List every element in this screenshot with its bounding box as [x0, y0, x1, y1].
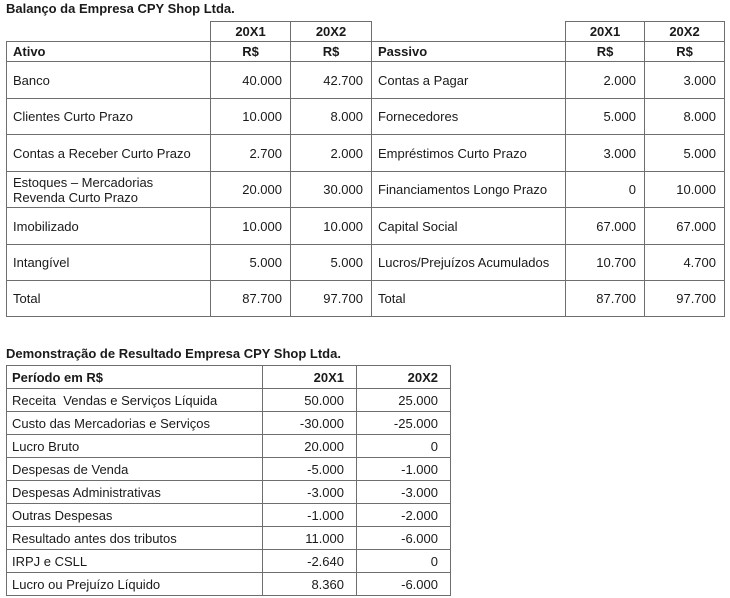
- income-row: [7, 573, 451, 596]
- liability-value-y1: 5.000: [566, 99, 645, 135]
- liability-label: Lucros/Prejuízos Acumulados: [372, 245, 566, 281]
- liability-value-y2: 8.000: [645, 99, 725, 135]
- income-row: [7, 550, 451, 573]
- year-1-header: 20X1: [263, 366, 357, 389]
- income-row: [7, 481, 451, 504]
- assets-year-2-header: 20X2: [291, 22, 372, 42]
- asset-value-y1: 5.000: [211, 245, 291, 281]
- period-header: Período em R$: [7, 366, 263, 389]
- income-row: [7, 412, 451, 435]
- balance-row: [7, 135, 725, 172]
- currency-header: R$: [291, 42, 372, 62]
- asset-value-y1: 10.000: [211, 208, 291, 245]
- liability-value-y1: 2.000: [566, 62, 645, 99]
- income-value-y2: -6.000: [357, 527, 451, 550]
- income-row: [7, 435, 451, 458]
- liability-label: Contas a Pagar: [372, 62, 566, 99]
- liability-total-label: Total: [372, 281, 566, 317]
- income-label: Despesas de Venda: [7, 458, 263, 481]
- liability-label: Empréstimos Curto Prazo: [372, 135, 566, 172]
- currency-header: R$: [566, 42, 645, 62]
- section-header-row: [7, 42, 725, 62]
- liability-value-y1: 3.000: [566, 135, 645, 172]
- income-value-y1: -30.000: [263, 412, 357, 435]
- income-statement-title: Demonstração de Resultado Empresa CPY Shop Ltda.: [6, 346, 341, 361]
- balance-sheet-table: [6, 21, 725, 317]
- asset-label: Imobilizado: [7, 208, 211, 245]
- asset-value-y2: 30.000: [291, 172, 372, 208]
- currency-header: R$: [211, 42, 291, 62]
- liability-total-y2: 97.700: [645, 281, 725, 317]
- income-value-y1: 11.000: [263, 527, 357, 550]
- asset-label: Banco: [7, 62, 211, 99]
- blank-header-cell: [372, 22, 566, 42]
- asset-total-label: Total: [7, 281, 211, 317]
- blank-header-cell: [7, 22, 211, 42]
- asset-label: Clientes Curto Prazo: [7, 99, 211, 135]
- liability-label: Capital Social: [372, 208, 566, 245]
- balance-sheet-title: Balanço da Empresa CPY Shop Ltda.: [6, 1, 235, 16]
- income-value-y2: 0: [357, 550, 451, 573]
- income-value-y1: 50.000: [263, 389, 357, 412]
- liability-value-y2: 67.000: [645, 208, 725, 245]
- year-header-row: [7, 22, 725, 42]
- income-label: Outras Despesas: [7, 504, 263, 527]
- income-header-row: [7, 366, 451, 389]
- assets-header: Ativo: [7, 42, 211, 62]
- liability-label: Fornecedores: [372, 99, 566, 135]
- income-row: [7, 389, 451, 412]
- asset-value-y1: 40.000: [211, 62, 291, 99]
- asset-label: Estoques – Mercadorias Revenda Curto Prazo: [7, 172, 211, 208]
- income-value-y1: -5.000: [263, 458, 357, 481]
- asset-value-y1: 20.000: [211, 172, 291, 208]
- income-label: Receita Vendas e Serviços Líquida: [7, 389, 263, 412]
- income-value-y2: -1.000: [357, 458, 451, 481]
- asset-value-y1: 10.000: [211, 99, 291, 135]
- asset-value-y2: 42.700: [291, 62, 372, 99]
- asset-label: Intangível: [7, 245, 211, 281]
- total-row: [7, 281, 725, 317]
- income-value-y1: 20.000: [263, 435, 357, 458]
- liability-value-y2: 10.000: [645, 172, 725, 208]
- income-label: Custo das Mercadorias e Serviços: [7, 412, 263, 435]
- income-value-y1: -1.000: [263, 504, 357, 527]
- asset-value-y2: 5.000: [291, 245, 372, 281]
- balance-row: [7, 62, 725, 99]
- liability-label: Financiamentos Longo Prazo: [372, 172, 566, 208]
- income-label: Lucro ou Prejuízo Líquido: [7, 573, 263, 596]
- income-row: [7, 504, 451, 527]
- liabilities-header: Passivo: [372, 42, 566, 62]
- balance-row: [7, 99, 725, 135]
- asset-label: Contas a Receber Curto Prazo: [7, 135, 211, 172]
- income-value-y2: 0: [357, 435, 451, 458]
- income-statement-table: [6, 365, 451, 596]
- income-value-y2: -3.000: [357, 481, 451, 504]
- currency-header: R$: [645, 42, 725, 62]
- balance-row: [7, 172, 725, 208]
- income-value-y2: -25.000: [357, 412, 451, 435]
- income-label: Resultado antes dos tributos: [7, 527, 263, 550]
- asset-value-y1: 2.700: [211, 135, 291, 172]
- income-value-y1: -3.000: [263, 481, 357, 504]
- income-label: IRPJ e CSLL: [7, 550, 263, 573]
- income-label: Lucro Bruto: [7, 435, 263, 458]
- income-row: [7, 527, 451, 550]
- liability-value-y2: 3.000: [645, 62, 725, 99]
- balance-row: [7, 245, 725, 281]
- liability-value-y1: 0: [566, 172, 645, 208]
- year-2-header: 20X2: [357, 366, 451, 389]
- income-value-y1: 8.360: [263, 573, 357, 596]
- income-value-y2: -2.000: [357, 504, 451, 527]
- income-value-y2: -6.000: [357, 573, 451, 596]
- balance-row: [7, 208, 725, 245]
- liability-value-y1: 67.000: [566, 208, 645, 245]
- asset-value-y2: 10.000: [291, 208, 372, 245]
- liability-value-y2: 4.700: [645, 245, 725, 281]
- assets-year-1-header: 20X1: [211, 22, 291, 42]
- liability-value-y2: 5.000: [645, 135, 725, 172]
- liabilities-year-1-header: 20X1: [566, 22, 645, 42]
- income-value-y2: 25.000: [357, 389, 451, 412]
- income-label: Despesas Administrativas: [7, 481, 263, 504]
- asset-total-y1: 87.700: [211, 281, 291, 317]
- liability-value-y1: 10.700: [566, 245, 645, 281]
- income-row: [7, 458, 451, 481]
- liabilities-year-2-header: 20X2: [645, 22, 725, 42]
- income-value-y1: -2.640: [263, 550, 357, 573]
- asset-total-y2: 97.700: [291, 281, 372, 317]
- liability-total-y1: 87.700: [566, 281, 645, 317]
- asset-value-y2: 8.000: [291, 99, 372, 135]
- asset-value-y2: 2.000: [291, 135, 372, 172]
